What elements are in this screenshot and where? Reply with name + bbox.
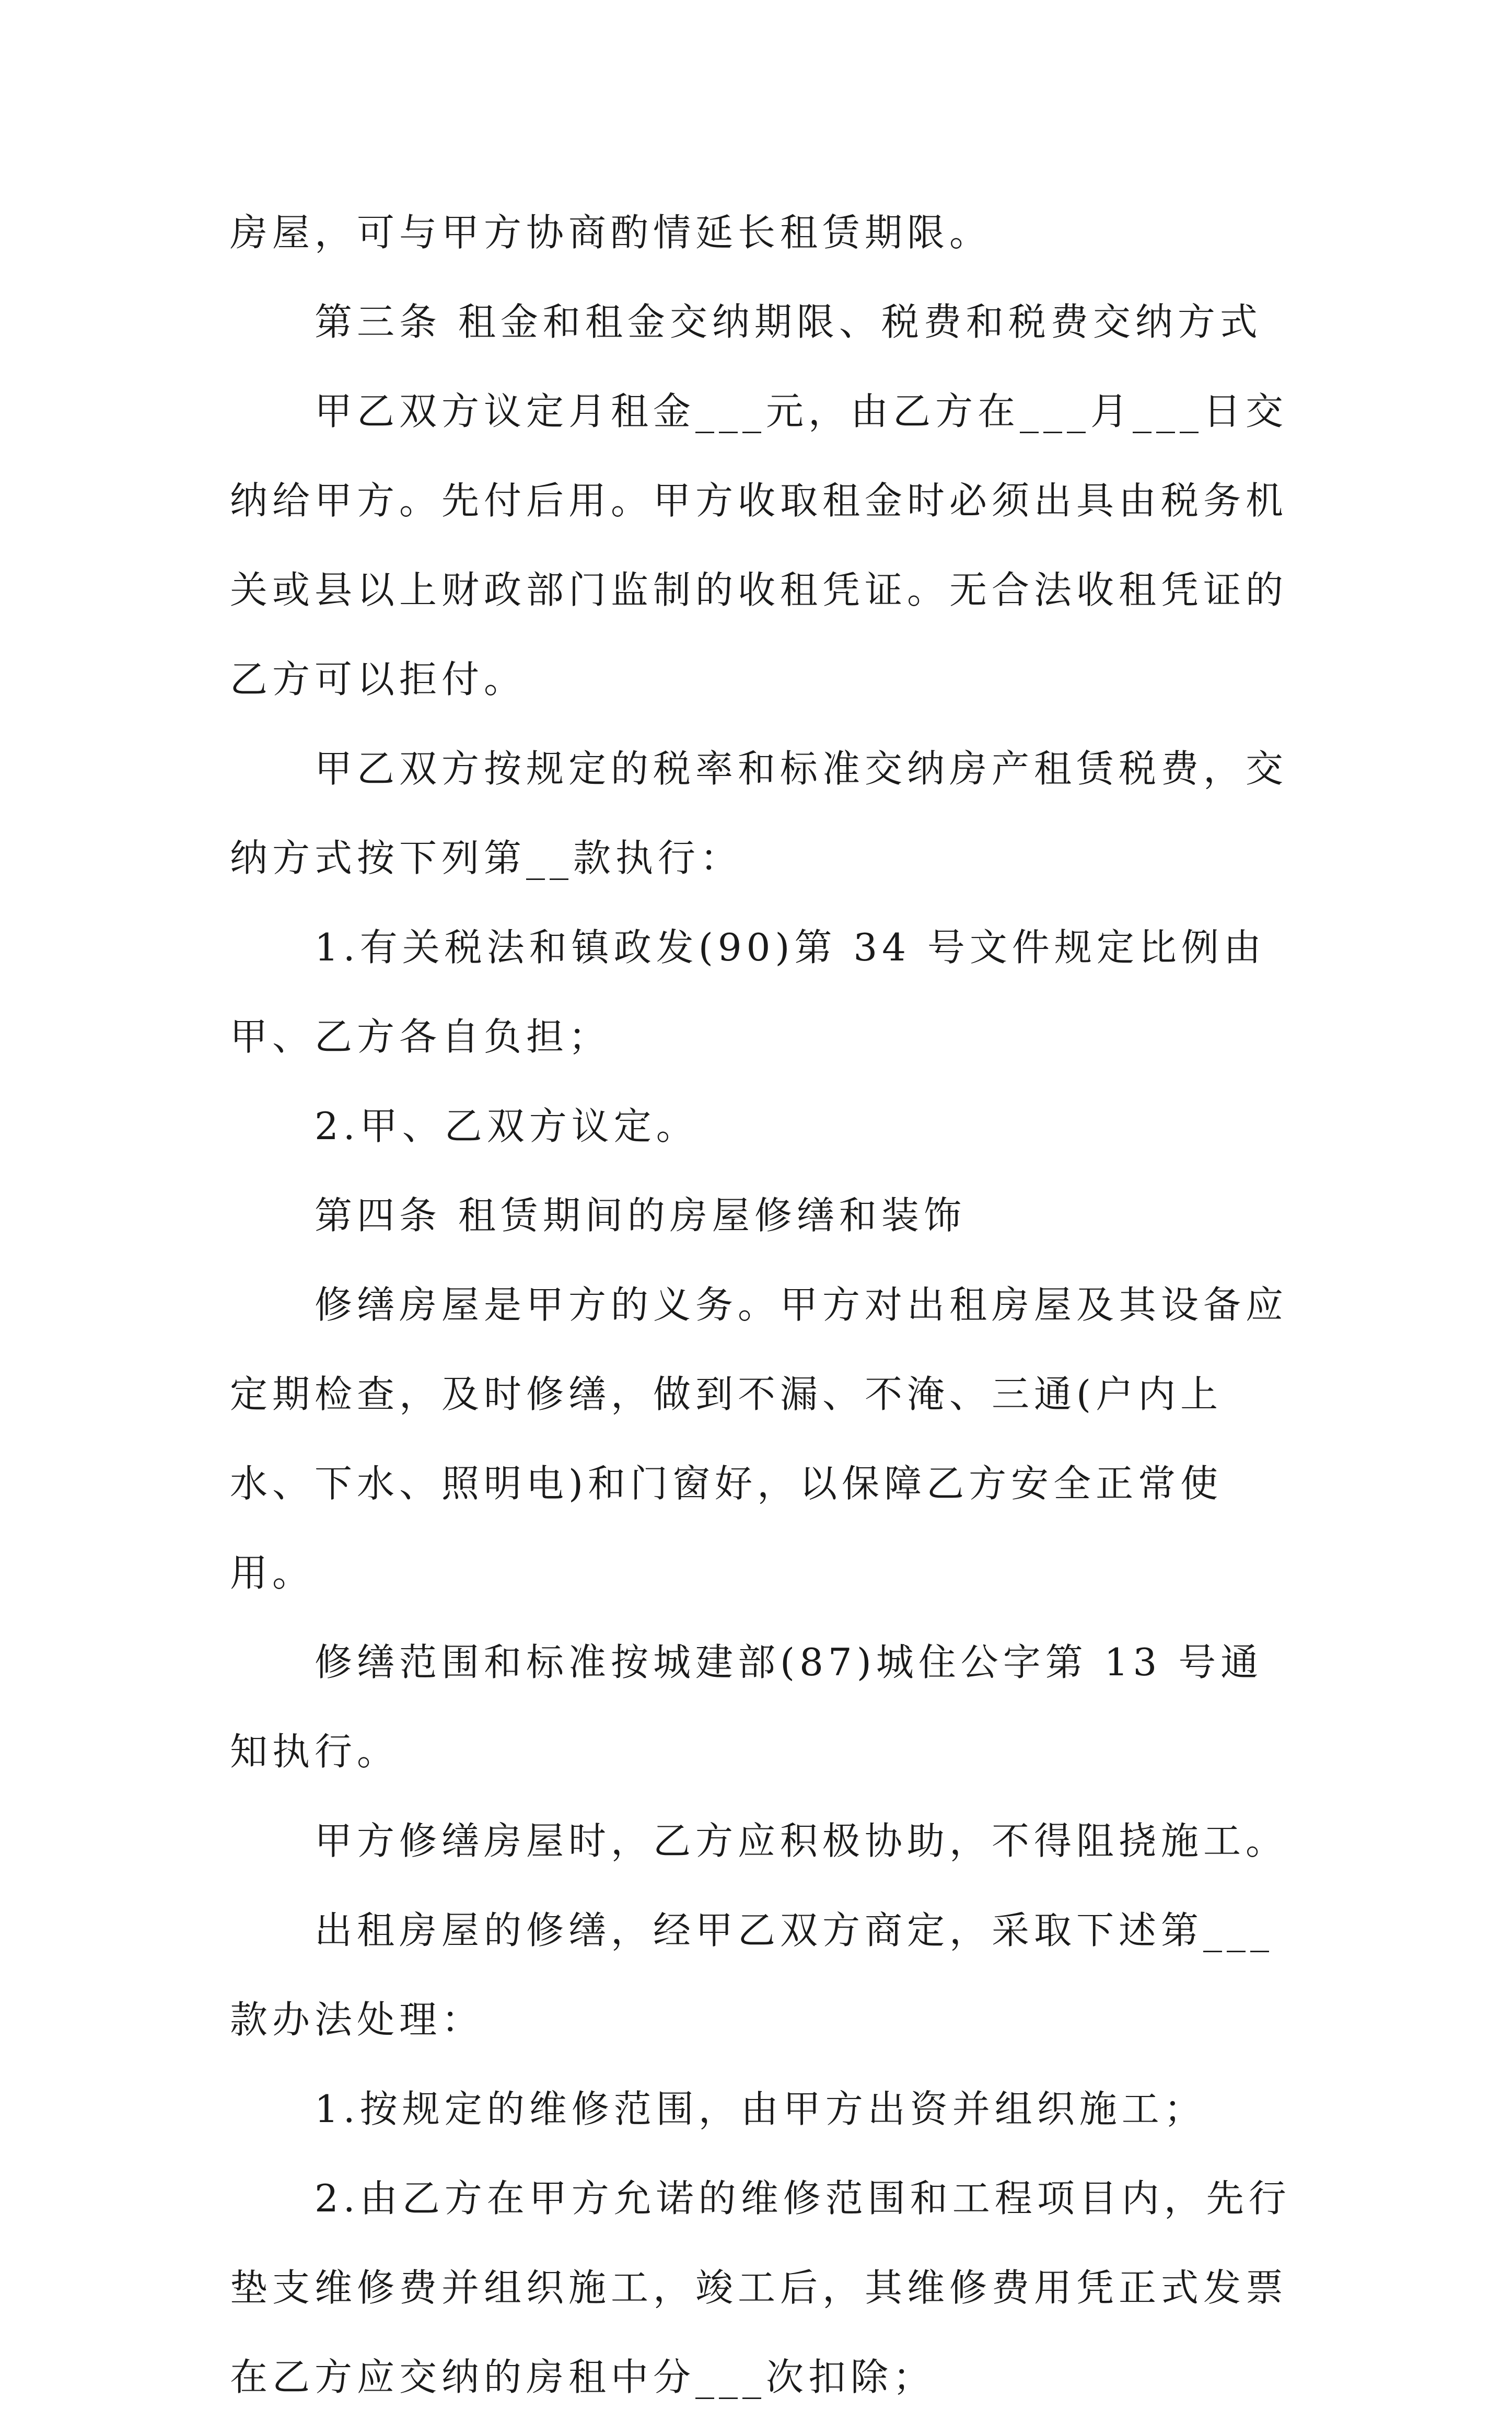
- article-4-heading: 第四条 租赁期间的房屋修缮和装饰: [315, 1193, 966, 1237]
- document-body: [230, 188, 1296, 2422]
- tax-option-1: 1.有关税法和镇政发(90)第 34 号文件规定比例由甲、乙方各自负担；: [230, 925, 1266, 1059]
- paragraph-continuation: 房屋，可与甲方协商酌情延长租赁期限。: [230, 211, 992, 254]
- article-3-heading: 第三条 租金和租金交纳期限、税费和税费交纳方式: [315, 300, 1262, 344]
- paragraph-repair-cooperation: 甲方修缮房屋时，乙方应积极协助，不得阻挠施工。: [315, 1819, 1288, 1863]
- paragraph-tax-payment: 甲乙双方按规定的税率和标准交纳房产租赁税费，交纳方式按下列第__款执行：: [230, 747, 1288, 880]
- paragraph-repair-scope: 修缮范围和标准按城建部(87)城住公字第 13 号通知执行。: [230, 1640, 1263, 1774]
- paragraph-repair-duty: 修缮房屋是甲方的义务。甲方对出租房屋及其设备应定期检查，及时修缮，做到不漏、不淹、三通(户内上水、下水、照明电)和门窗好，以保障乙方安全正常使用。: [230, 1283, 1288, 1595]
- tax-option-2: 2.甲、乙双方议定。: [315, 1104, 699, 1148]
- repair-option-2: 2.由乙方在甲方允诺的维修范围和工程项目内，先行垫支维修费并组织施工，竣工后，其维修费用凭正式发票在乙方应交纳的房租中分___次扣除；: [230, 2176, 1291, 2399]
- paragraph-repair-method: 出租房屋的修缮，经甲乙双方商定，采取下述第___款办法处理：: [230, 1908, 1274, 2042]
- paragraph-rent-payment: 甲乙双方议定月租金___元，由乙方在___月___日交纳给甲方。先付后用。甲方收取租金时必须出具由税务机关或县以上财政部门监制的收租凭证。无合法收租凭证的乙方可以拒付。: [230, 389, 1288, 701]
- repair-option-1: 1.按规定的维修范围，由甲方出资并组织施工；: [315, 2087, 1206, 2131]
